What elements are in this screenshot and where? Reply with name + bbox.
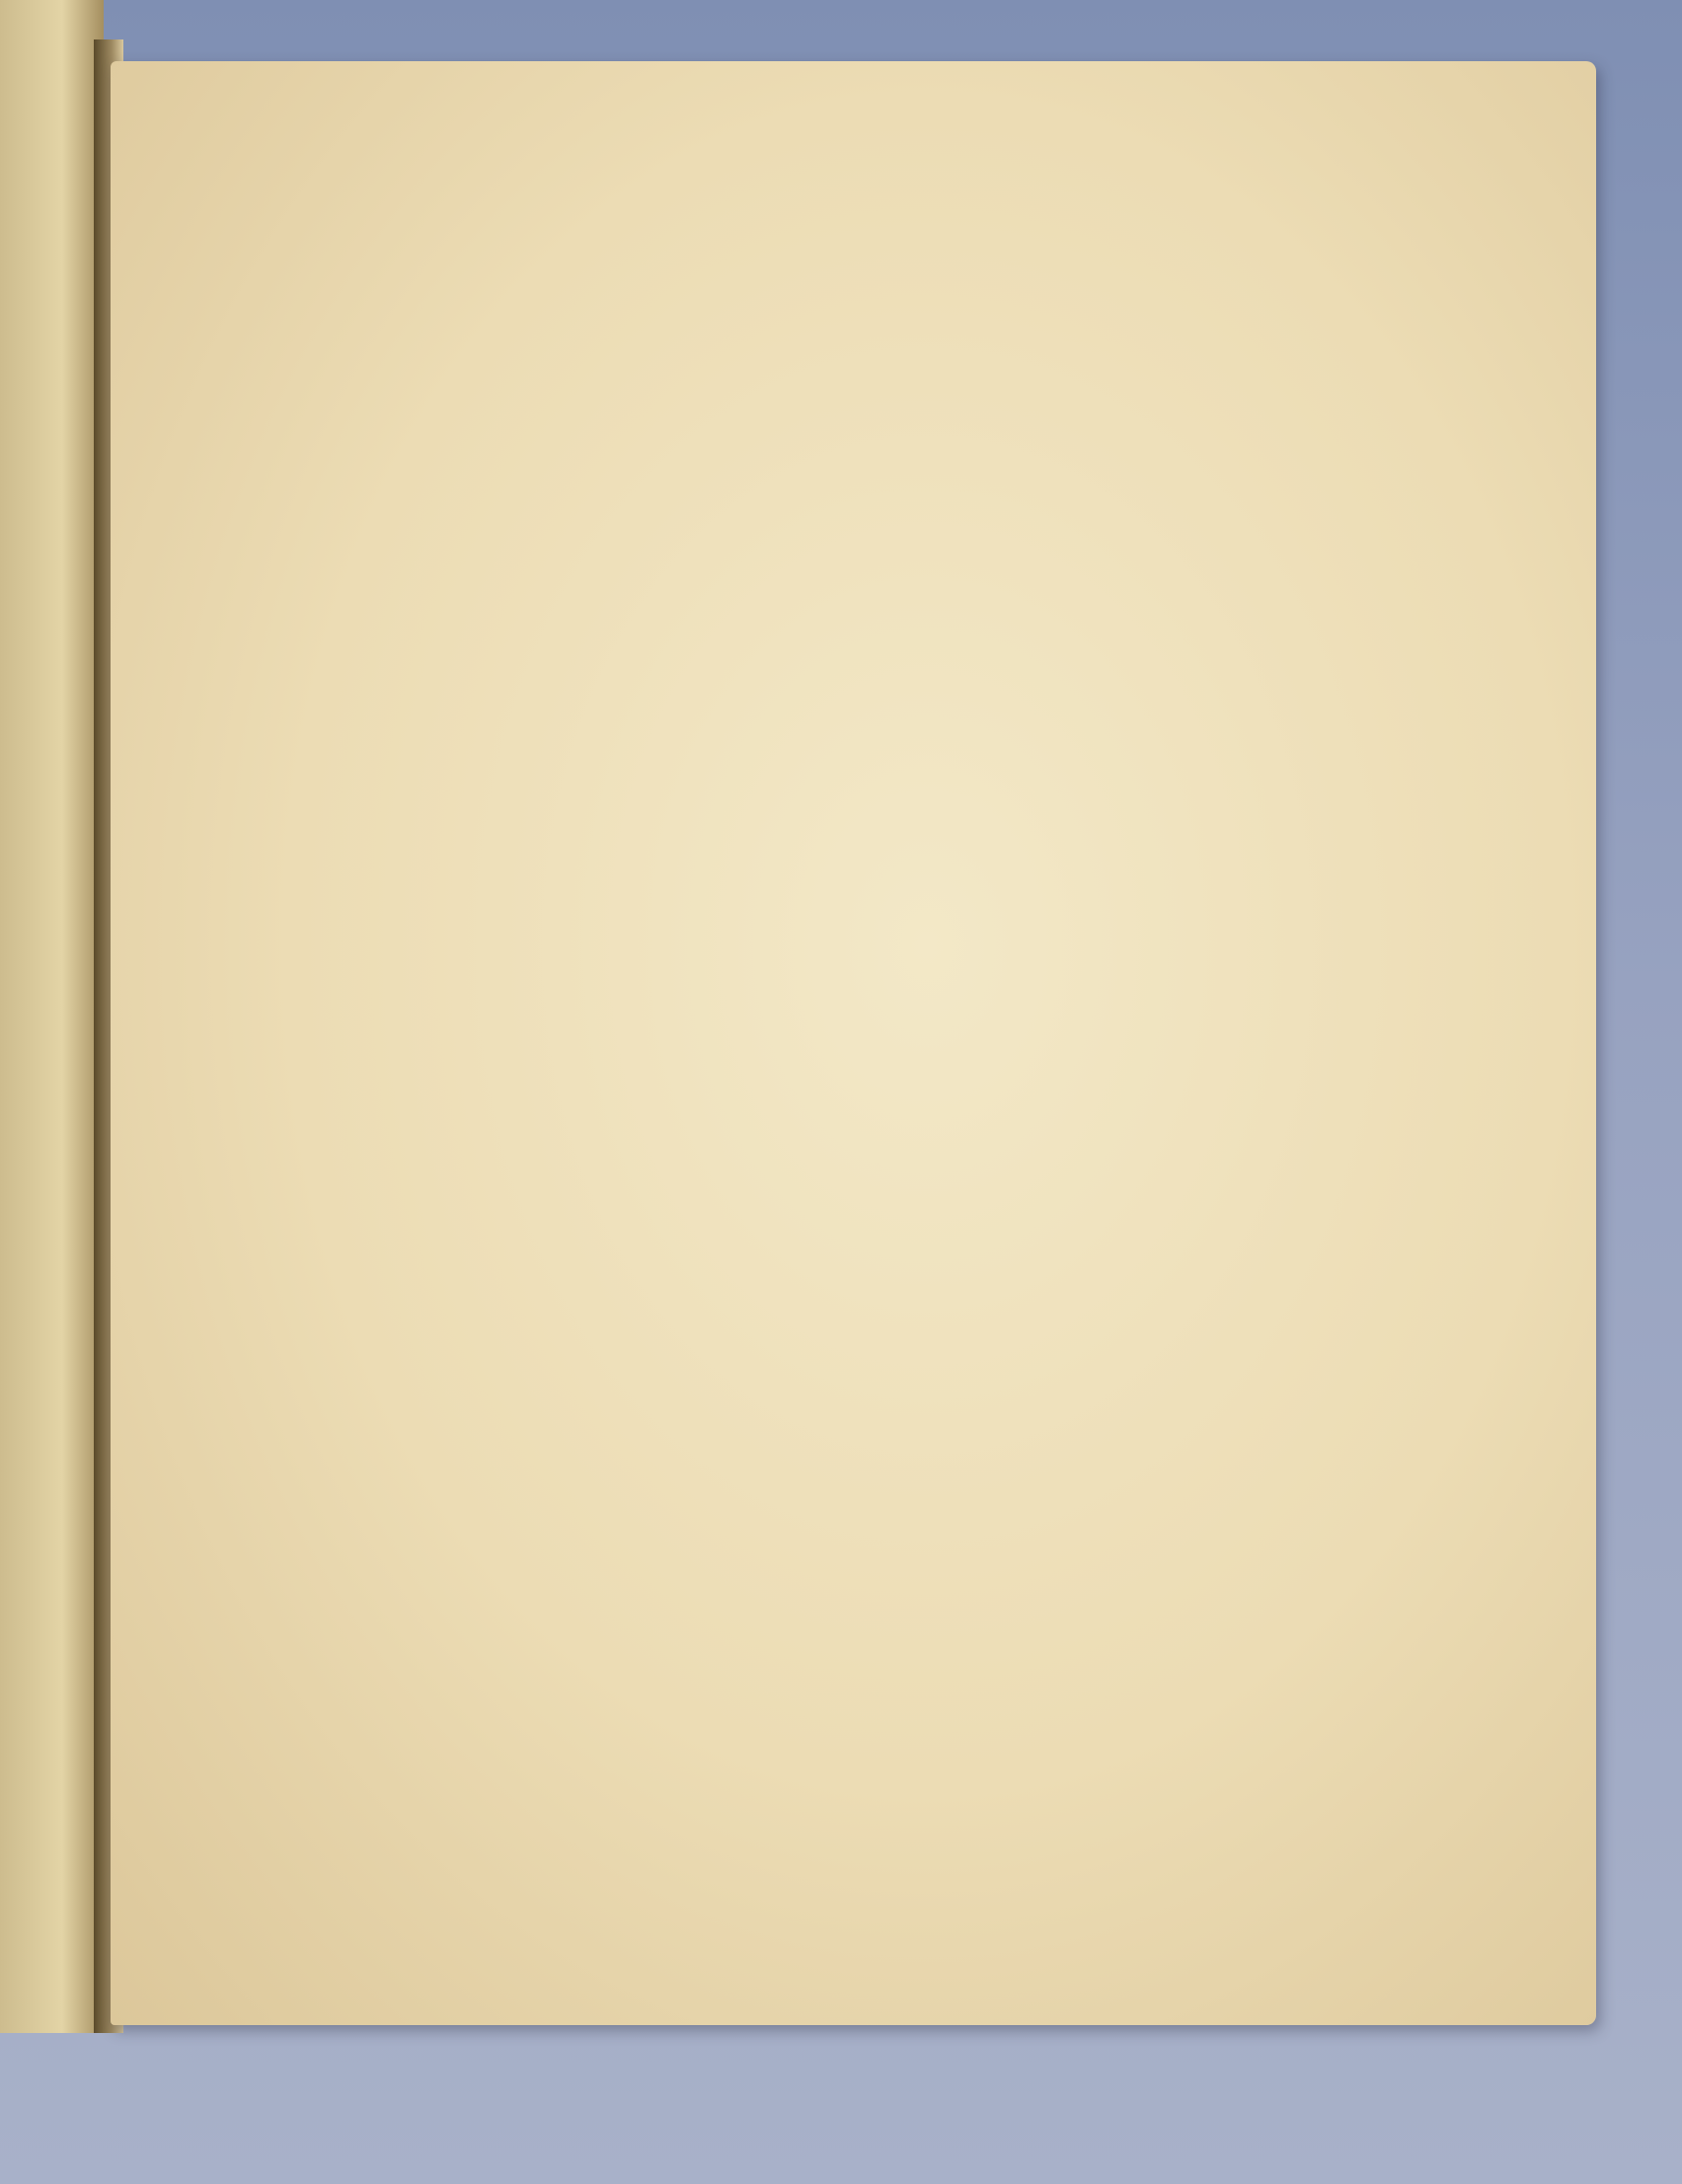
book-page — [111, 61, 1596, 2025]
left-page-edge — [0, 0, 104, 2033]
